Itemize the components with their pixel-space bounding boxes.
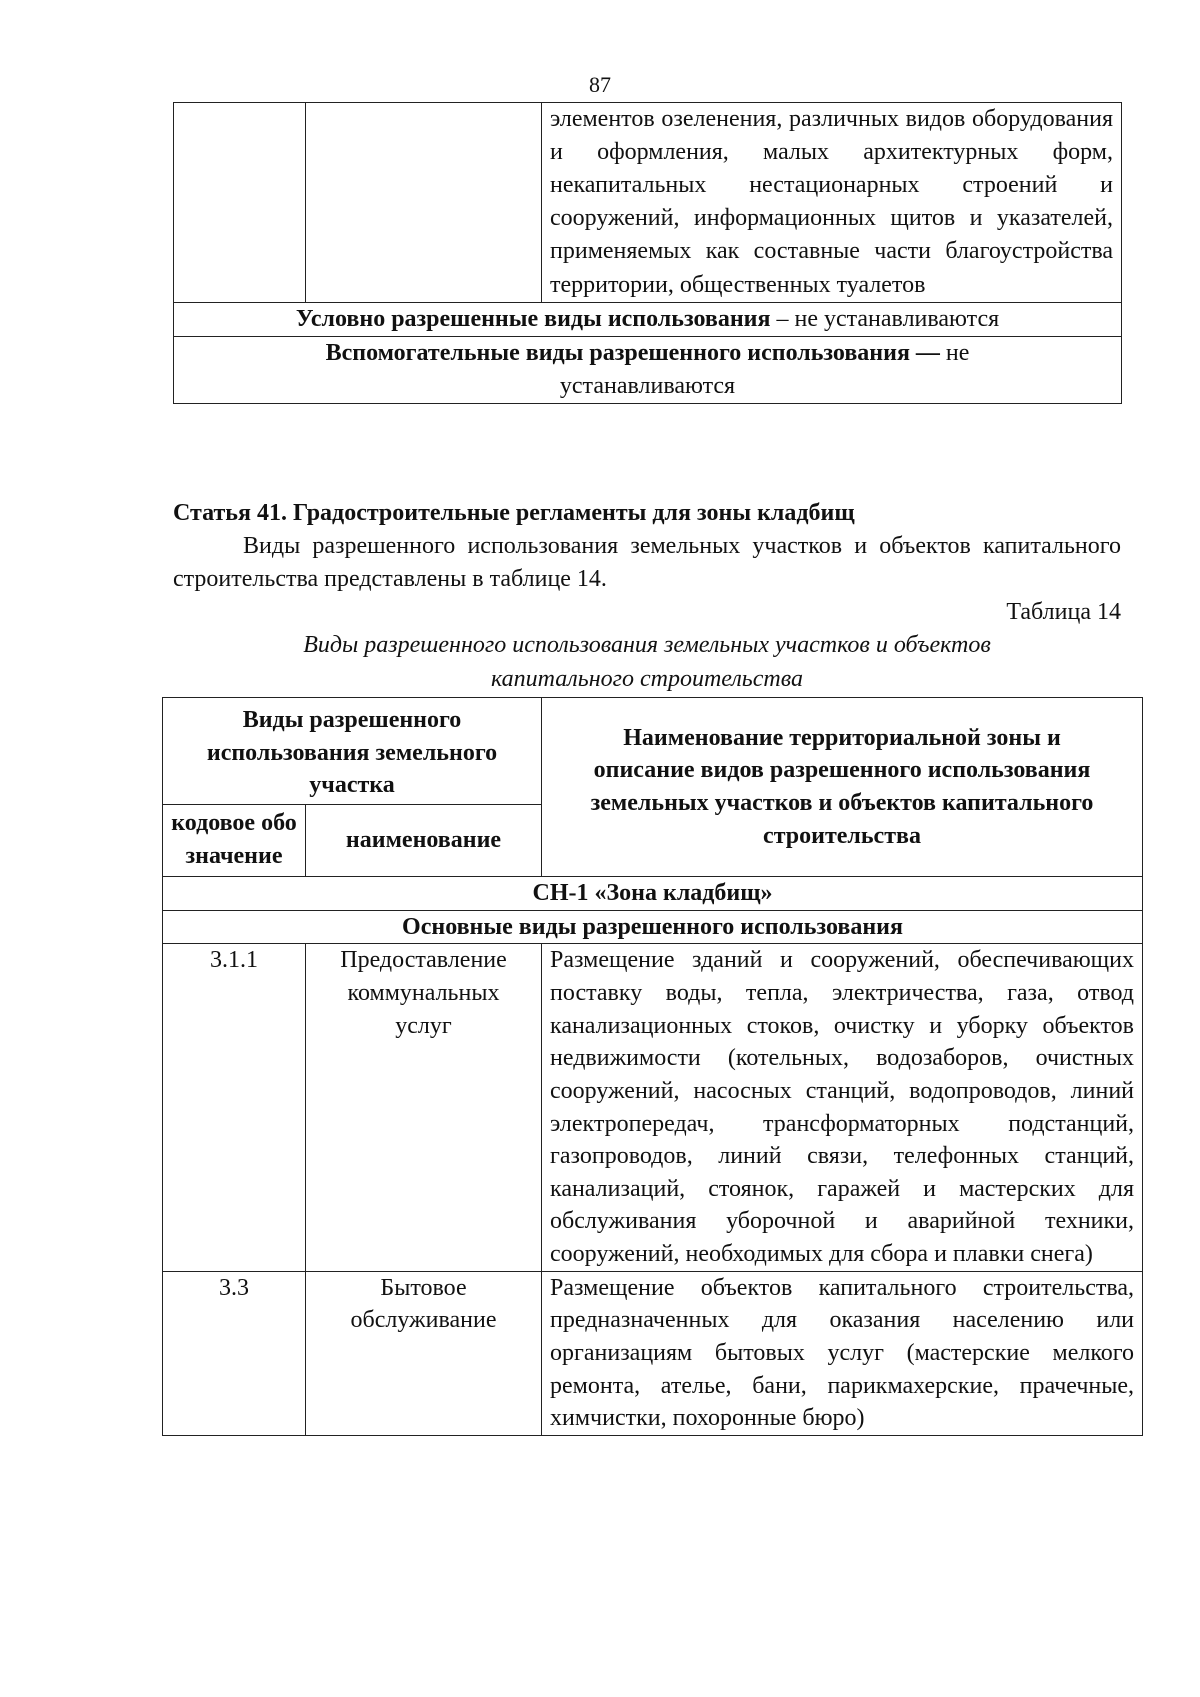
table-caption: Виды разрешенного использования земельных участков и объектов капитального строительства — [303, 632, 991, 692]
description-cell: Размещение объектов капитального строительства, предназначенных для оказания населению или организациям бытовых услуг (мастерские мелкого ремонта, ателье, бани, парикмахерские, прачечные, химчистки, похоронные бюро) — [542, 1271, 1143, 1435]
code-cell: 3.1.1 — [163, 944, 306, 1271]
table-label: Таблица 14 — [1006, 599, 1121, 626]
continued-description-cell: элементов озеленения, различных видов оборудования и оформления, малых архитектурных форм, некапитальных нестационарных строений и сооружений, информационных щитов и указателей, применяемых как составные части благоустройства территории, общественных туалетов — [542, 103, 1122, 303]
continued-regulation-table — [173, 102, 1122, 404]
code-cell: 3.3 — [163, 1271, 306, 1435]
description-cell: Размещение зданий и сооружений, обеспечивающих поставку воды, тепла, электричества, газа, отвод канализационных стоков, очистку и уборку объектов недвижимости (котельных, водозаборов, очистных сооружений, насосных станций, водопроводов, линий электропередач, трансформаторных подстанций, газопроводов, линий связи, телефонных станций, канализаций, стоянок, гаражей и мастерских для обслуживания уборочной и аварийной техники, сооружений, необходимых для сбора и плавки снега) — [542, 944, 1143, 1271]
conditional-uses-value: – не устанавливаются — [770, 305, 1000, 332]
name-cell: Бытовое обслуживание — [306, 1271, 542, 1435]
empty-name-cell — [306, 103, 542, 303]
auxiliary-uses-value: не устанавливаются — [559, 339, 970, 399]
zone-title-cell: СН-1 «Зона кладбищ» — [163, 877, 1143, 911]
article-title: Статья 41. Градостроительные регламенты для зоны кладбищ — [173, 500, 855, 526]
article-intro: Виды разрешенного использования земельных участков и объектов капитального строительства представлены в таблице 14. — [173, 533, 1121, 593]
conditional-uses-row — [174, 302, 1122, 336]
article-section — [173, 497, 1121, 696]
table-row — [174, 103, 1122, 303]
header-name-cell: наименование — [306, 804, 542, 876]
table-row — [163, 877, 1143, 911]
header-code-cell: кодовое обозначение — [163, 804, 306, 876]
table-row — [163, 1271, 1143, 1435]
header-group-cell: Виды разрешенного использования земельного участка — [163, 698, 542, 805]
table-row — [163, 698, 1143, 805]
conditional-uses-label: Условно разрешенные виды использования — [295, 305, 771, 332]
name-cell: Предоставление коммунальных услуг — [306, 944, 542, 1271]
table-row — [174, 302, 1122, 336]
page-number: 87 — [589, 72, 611, 97]
empty-code-cell — [174, 103, 306, 303]
zone-regulation-table — [162, 697, 1143, 1436]
table-row — [163, 944, 1143, 1271]
auxiliary-uses-row — [174, 336, 1122, 403]
header-description-cell: Наименование территориальной зоны и описание видов разрешенного использования земельных участков и объектов капитального строительства — [542, 698, 1143, 877]
auxiliary-uses-label: Вспомогательные виды разрешенного использования — — [325, 339, 940, 366]
table-row — [174, 336, 1122, 403]
section-title-cell: Основные виды разрешенного использования — [163, 910, 1143, 944]
table-row — [163, 910, 1143, 944]
